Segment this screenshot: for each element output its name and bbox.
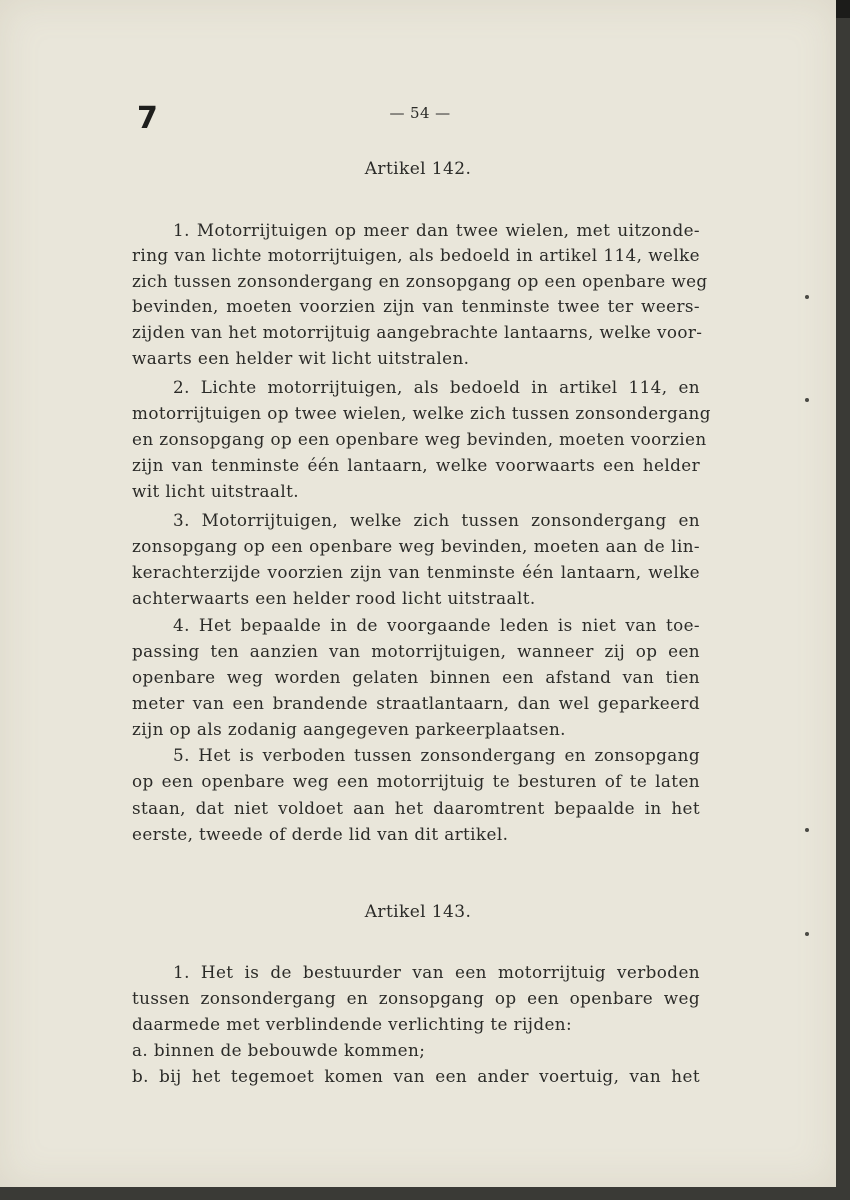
margin-mark — [805, 828, 809, 832]
article-142-line: 4. Het bepaalde in de voorgaande leden is niet van toe- — [173, 615, 700, 635]
article-142-line: waarts een helder wit licht uitstralen. — [132, 348, 470, 368]
article-142-line: staan, dat niet voldoet aan het daaromtrent bepaalde in het — [132, 798, 700, 818]
scan-border-bottom — [0, 1187, 850, 1200]
article-142-line: 1. Motorrijtuigen op meer dan twee wielen, met uitzonde- — [173, 220, 700, 240]
article-143-line: 1. Het is de bestuurder van een motorrijtuig verboden — [173, 962, 700, 982]
margin-mark — [805, 398, 809, 402]
scan-border-right — [836, 0, 850, 1200]
article-142-line: zonsopgang op een openbare weg bevinden, moeten aan de lin- — [132, 536, 700, 556]
margin-mark — [805, 295, 809, 299]
article-143-line: b. bij het tegemoet komen van een ander voertuig, van het — [132, 1066, 700, 1086]
article-142-line: en zonsopgang op een openbare weg bevinden, moeten voorzien — [132, 429, 707, 449]
article-142-line: eerste, tweede of derde lid van dit artikel. — [132, 824, 509, 844]
article-142-line: 5. Het is verboden tussen zonsondergang en zonsopgang — [173, 745, 700, 765]
article-142-line: meter van een brandende straatlantaarn, dan wel geparkeerd — [132, 693, 700, 713]
article-142-line: 2. Lichte motorrijtuigen, als bedoeld in artikel 114, en — [173, 377, 700, 397]
article-142-line: ring van lichte motorrijtuigen, als bedoeld in artikel 114, welke — [132, 245, 700, 265]
article-143-heading: Artikel 143. — [364, 902, 472, 922]
article-142-line: achterwaarts een helder rood licht uitstraalt. — [132, 588, 536, 608]
article-142-heading: Artikel 142. — [364, 159, 472, 179]
article-142-line: zich tussen zonsondergang en zonsopgang op een openbare weg — [132, 271, 708, 291]
article-142-line: openbare weg worden gelaten binnen een afstand van tien — [132, 667, 700, 687]
article-142-line: kerachterzijde voorzien zijn van tenminste één lantaarn, welke — [132, 562, 700, 582]
folio-number: 7 — [137, 101, 158, 136]
article-143-line: tussen zonsondergang en zonsopgang op een openbare weg — [132, 988, 700, 1008]
article-142-line: wit licht uitstraalt. — [132, 481, 299, 501]
margin-mark — [805, 932, 809, 936]
article-142-line: passing ten aanzien van motorrijtuigen, wanneer zij op een — [132, 641, 700, 661]
page-number: — 54 — — [389, 104, 451, 122]
article-142-line: zijn op als zodanig aangegeven parkeerplaatsen. — [132, 719, 566, 739]
article-143-line: a. binnen de bebouwde kommen; — [132, 1040, 426, 1060]
article-142-line: motorrijtuigen op twee wielen, welke zich tussen zonsondergang — [132, 403, 711, 423]
article-142-line: zijden van het motorrijtuig aangebrachte lantaarns, welke voor- — [132, 322, 703, 342]
scan-corner — [836, 0, 850, 18]
article-143-line: daarmede met verblindende verlichting te rijden: — [132, 1014, 573, 1034]
article-142-line: 3. Motorrijtuigen, welke zich tussen zonsondergang en — [173, 510, 700, 530]
article-142-line: bevinden, moeten voorzien zijn van tenminste twee ter weers- — [132, 296, 700, 316]
article-142-line: op een openbare weg een motorrijtuig te besturen of te laten — [132, 771, 700, 791]
article-142-line: zijn van tenminste één lantaarn, welke voorwaarts een helder — [132, 455, 700, 475]
